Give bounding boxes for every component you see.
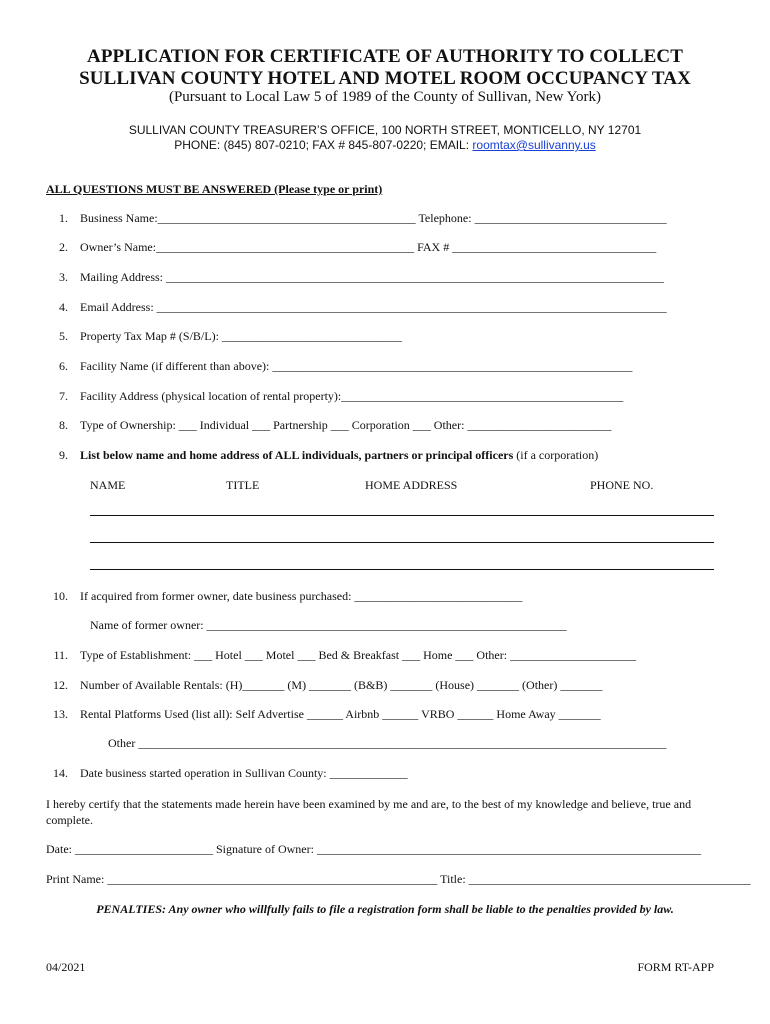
question-number: 5. — [59, 329, 68, 343]
question-text: Name of former owner: ____________________________________________________________ — [90, 618, 567, 632]
question-text: Business Name:___________________________________________ Telephone: ________________________________ — [80, 211, 667, 225]
column-header-name: NAME — [90, 478, 126, 492]
question-12[interactable] — [46, 678, 602, 693]
question-text: Number of Available Rentals: (H)_______ (M) _______ (B&B) _______ (House) _______ (Other) _______ — [80, 678, 603, 692]
question-10[interactable] — [46, 589, 522, 604]
question-9 — [46, 448, 598, 463]
officer-entry-line-3[interactable] — [90, 569, 714, 570]
question-number: 3. — [59, 270, 68, 284]
question-7[interactable] — [46, 389, 623, 404]
question-6[interactable] — [46, 359, 632, 374]
column-header-title: TITLE — [226, 478, 260, 492]
form-subtitle: (Pursuant to Local Law 5 of 1989 of the County of Sullivan, New York) — [168, 89, 602, 105]
print-name-title-line[interactable]: Print Name: _______________________________________________________ Title: _______________________________________________ — [46, 872, 751, 886]
contact-prefix: PHONE: (845) 807-0210; FAX # 845-807-0220; EMAIL: — [174, 138, 470, 152]
form-title-line1: APPLICATION FOR CERTIFICATE OF AUTHORITY TO COLLECT — [87, 46, 683, 67]
penalties-notice: PENALTIES: Any owner who willfully fails to file a registration form shall be liable to the penalties provided by law. — [96, 902, 674, 916]
column-header-home-address: HOME ADDRESS — [365, 478, 458, 492]
former-owner-field[interactable] — [90, 618, 567, 633]
question-number: 9. — [59, 448, 68, 462]
question-number: 8. — [59, 418, 68, 432]
question-2[interactable] — [46, 240, 656, 255]
footer-form-id: FORM RT-APP — [637, 960, 714, 974]
question-3[interactable] — [46, 270, 664, 285]
question-text: Owner’s Name:___________________________________________ FAX # __________________________________ — [80, 240, 657, 254]
question-number: 11. — [53, 648, 68, 662]
question-text: Facility Address (physical location of rental property):_______________________________________________ — [80, 389, 624, 403]
question-5[interactable] — [46, 329, 402, 344]
question-13[interactable] — [46, 707, 601, 722]
question-number: 13. — [53, 707, 68, 721]
question-number: 4. — [59, 300, 68, 314]
question-text: Date business started operation in Sullivan County: _____________ — [80, 766, 408, 780]
officer-entry-line-1[interactable] — [90, 515, 714, 516]
question-text-note: (if a corporation) — [513, 448, 599, 462]
question-text: Property Tax Map # (S/B/L): ______________________________ — [80, 329, 402, 343]
question-number: 10. — [53, 589, 68, 603]
email-link[interactable]: roomtax@sullivanny.us — [472, 138, 596, 152]
question-number: 7. — [59, 389, 68, 403]
treasurer-address: SULLIVAN COUNTY TREASURER’S OFFICE, 100 NORTH STREET, MONTICELLO, NY 12701 — [128, 123, 642, 137]
question-number: 6. — [59, 359, 68, 373]
date-signature-line[interactable]: Date: _______________________ Signature of Owner: ________________________________________________________________ — [46, 842, 701, 856]
question-8[interactable] — [46, 418, 611, 433]
question-1[interactable] — [46, 211, 667, 226]
form-title-line2: SULLIVAN COUNTY HOTEL AND MOTEL ROOM OCCUPANCY TAX — [79, 68, 691, 89]
question-11[interactable] — [46, 648, 636, 663]
question-number: 2. — [59, 240, 68, 254]
question-text-bold: List below name and home address of ALL individuals, partners or principal officers — [80, 448, 514, 462]
question-text: If acquired from former owner, date business purchased: ____________________________ — [80, 589, 523, 603]
question-text: Rental Platforms Used (list all): Self Advertise ______ Airbnb ______ VRBO ______ Home Away _______ — [80, 707, 601, 721]
other-platform-field[interactable] — [108, 736, 666, 751]
footer-date: 04/2021 — [46, 960, 86, 974]
question-4[interactable] — [46, 300, 667, 315]
column-header-phone: PHONE NO. — [590, 478, 654, 492]
instructions-heading: ALL QUESTIONS MUST BE ANSWERED (Please type or print) — [46, 182, 383, 196]
question-number: 1. — [59, 211, 68, 225]
question-text: Type of Establishment: ___ Hotel ___ Motel ___ Bed & Breakfast ___ Home ___ Other: _____________________ — [80, 648, 637, 662]
question-number: 12. — [53, 678, 68, 692]
question-number: 14. — [53, 766, 68, 780]
officer-entry-line-2[interactable] — [90, 542, 714, 543]
question-text: Other ________________________________________________________________________________________ — [108, 736, 667, 750]
question-text: Facility Name (if different than above): ____________________________________________________________ — [80, 359, 633, 373]
certification-statement: I hereby certify that the statements made herein have been examined by me and are, to the best of my knowledge and believe, true and complete. — [46, 797, 692, 827]
question-text: Email Address: _____________________________________________________________________________________ — [80, 300, 667, 314]
question-text: Mailing Address: ___________________________________________________________________________________ — [80, 270, 664, 284]
question-14[interactable] — [46, 766, 408, 781]
contact-line — [0, 138, 770, 152]
question-text: Type of Ownership: ___ Individual ___ Partnership ___ Corporation ___ Other: ________________________ — [80, 418, 612, 432]
